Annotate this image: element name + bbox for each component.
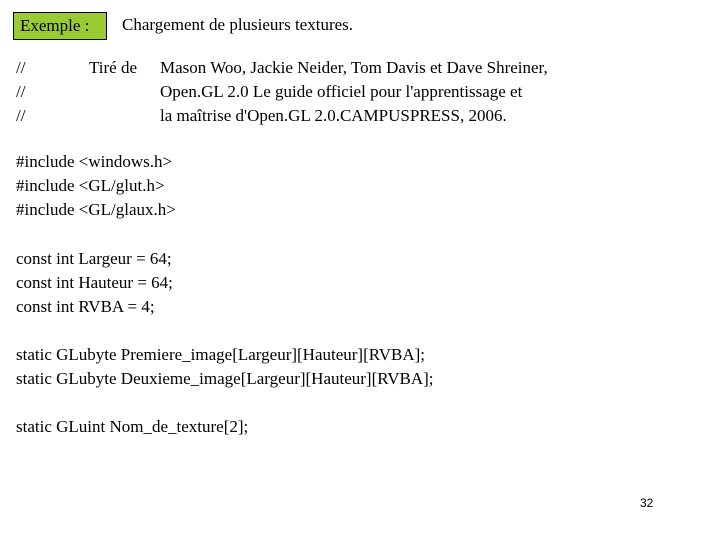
code-line-const: const int RVBA = 4; (16, 297, 155, 316)
code-line-const: const int Largeur = 64; (16, 249, 172, 268)
comment-text: Mason Woo, Jackie Neider, Tom Davis et Dave Shreiner, (160, 58, 548, 77)
example-badge-label: Exemple : (20, 16, 90, 35)
comment-slashes: // (16, 82, 26, 101)
slide-title: Chargement de plusieurs textures. (122, 15, 354, 34)
page-number: 32 (640, 496, 654, 510)
comment-slashes: // (16, 106, 26, 125)
comment-text: Open.GL 2.0 Le guide officiel pour l'apprentissage et (160, 82, 523, 101)
comment-slashes: // (16, 58, 26, 77)
code-line-image: static GLubyte Premiere_image[Largeur][Hauteur][RVBA]; (16, 345, 426, 364)
code-line-const: const int Hauteur = 64; (16, 273, 173, 292)
code-line-include: #include <GL/glaux.h> (16, 200, 176, 219)
code-line-include: #include <GL/glut.h> (16, 176, 165, 195)
code-line-include: #include <windows.h> (16, 152, 173, 171)
code-line-texture: static GLuint Nom_de_texture[2]; (16, 417, 249, 436)
example-badge (13, 12, 107, 40)
code-line-image: static GLubyte Deuxieme_image[Largeur][Hauteur][RVBA]; (16, 369, 434, 388)
comment-prefix: Tiré de (89, 58, 138, 77)
comment-text: la maîtrise d'Open.GL 2.0.CAMPUSPRESS, 2006. (160, 106, 507, 125)
